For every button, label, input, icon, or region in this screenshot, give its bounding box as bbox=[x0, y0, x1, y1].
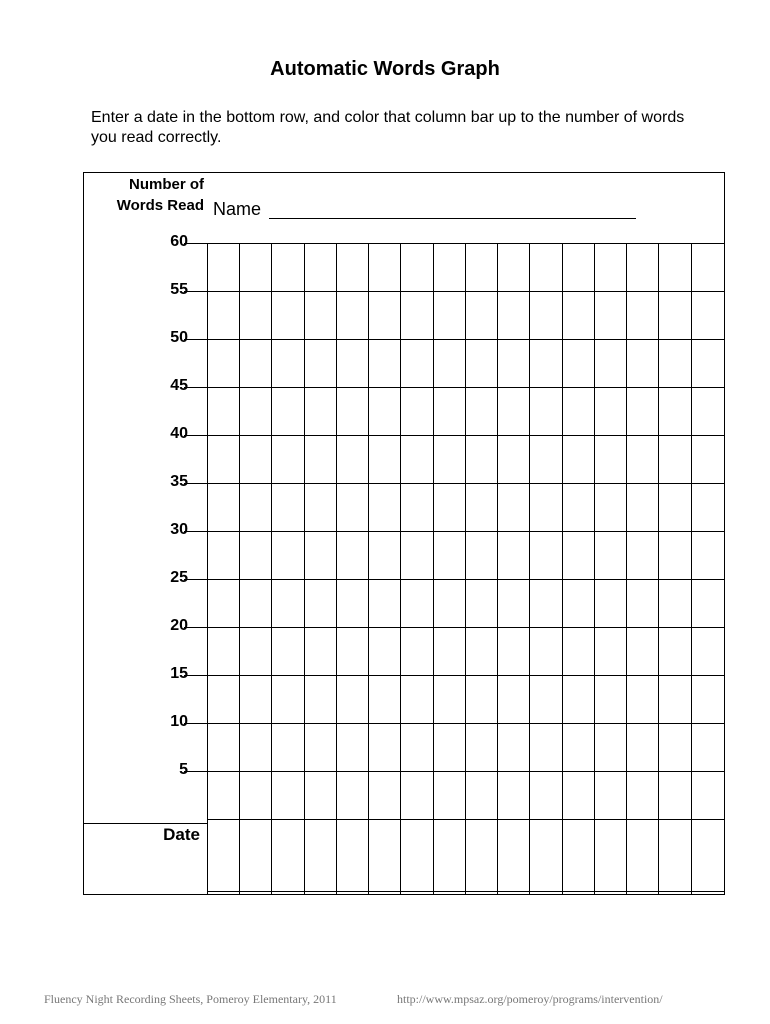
grid-row-line bbox=[207, 243, 725, 244]
grid-column-line bbox=[400, 243, 401, 895]
y-tick-label: 15 bbox=[170, 665, 188, 682]
name-input-line[interactable] bbox=[269, 218, 636, 219]
y-tick-label: 45 bbox=[170, 377, 188, 394]
grid-column-line bbox=[433, 243, 434, 895]
date-row-divider bbox=[83, 823, 207, 824]
grid-row-line bbox=[207, 723, 725, 724]
grid-column-line bbox=[658, 243, 659, 895]
grid-row-line bbox=[207, 435, 725, 436]
graph-grid[interactable] bbox=[207, 243, 725, 895]
grid-column-line bbox=[465, 243, 466, 895]
y-axis-label bbox=[83, 174, 204, 216]
date-row-line bbox=[207, 819, 725, 820]
grid-row-line bbox=[207, 579, 725, 580]
footer-url: http://www.mpsaz.org/pomeroy/programs/intervention/ bbox=[397, 992, 663, 1006]
y-tick-label: 25 bbox=[170, 569, 188, 586]
grid-column-line bbox=[594, 243, 595, 895]
grid-row-line bbox=[207, 627, 725, 628]
grid-column-line bbox=[271, 243, 272, 895]
y-tick-label: 5 bbox=[179, 761, 188, 778]
grid-row-line bbox=[207, 891, 725, 892]
y-tick-label: 10 bbox=[170, 713, 188, 730]
instructions-text: Enter a date in the bottom row, and color that column bar up to the number of words you read correctly. bbox=[91, 109, 685, 146]
grid-row-line bbox=[207, 483, 725, 484]
date-label: Date bbox=[163, 825, 200, 844]
grid-column-line bbox=[239, 243, 240, 895]
grid-column-line bbox=[529, 243, 530, 895]
grid-row-line bbox=[207, 675, 725, 676]
grid-column-line bbox=[626, 243, 627, 895]
grid-column-line bbox=[691, 243, 692, 895]
y-axis-label-line1: Number of bbox=[129, 176, 204, 193]
grid-row-line bbox=[207, 291, 725, 292]
grid-column-line bbox=[336, 243, 337, 895]
grid-row-line bbox=[207, 339, 725, 340]
y-tick-label: 20 bbox=[170, 617, 188, 634]
y-tick-label: 40 bbox=[170, 425, 188, 442]
grid-column-line bbox=[207, 243, 208, 895]
grid-row-line bbox=[207, 531, 725, 532]
name-label: Name bbox=[213, 199, 262, 219]
grid-column-line bbox=[304, 243, 305, 895]
grid-column-line bbox=[562, 243, 563, 895]
y-tick-label: 55 bbox=[170, 281, 188, 298]
y-tick-label: 60 bbox=[170, 233, 188, 250]
y-tick-label: 35 bbox=[170, 473, 188, 490]
y-tick-label: 30 bbox=[170, 521, 188, 538]
grid-row-line bbox=[207, 387, 725, 388]
footer-source: Fluency Night Recording Sheets, Pomeroy Elementary, 2011 bbox=[44, 992, 337, 1006]
grid-row-line bbox=[207, 771, 725, 772]
page-title: Automatic Words Graph bbox=[270, 58, 500, 80]
y-tick-label: 50 bbox=[170, 329, 188, 346]
grid-column-line bbox=[368, 243, 369, 895]
y-axis-label-line2: Words Read bbox=[116, 197, 204, 214]
grid-column-line bbox=[497, 243, 498, 895]
